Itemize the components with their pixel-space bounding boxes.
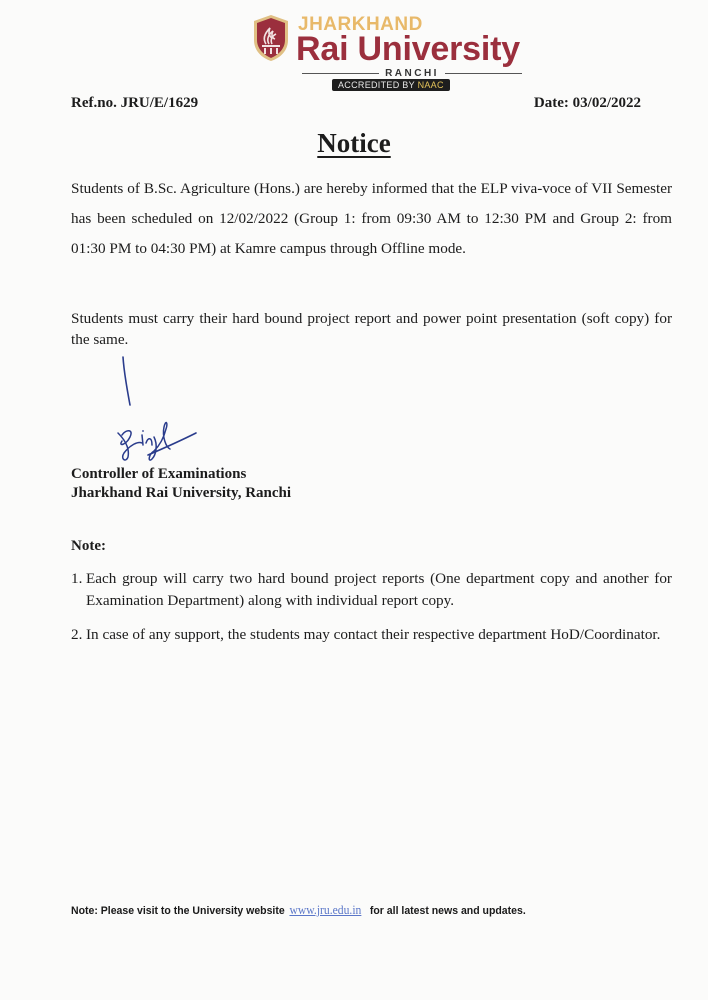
brand-city: RANCHI — [385, 67, 439, 79]
list-item — [71, 624, 672, 646]
list-item-text: Each group will carry two hard bound project reports (One department copy and another for Examination Department) along with individual report copy. — [86, 570, 672, 609]
divider — [302, 73, 379, 74]
brand-state: JHARKHAND — [298, 14, 423, 35]
accreditation-badge — [332, 79, 450, 91]
notes-heading: Note: — [71, 538, 106, 554]
notice-date: Date: 03/02/2022 — [533, 95, 641, 111]
list-item-number: 2. — [71, 626, 83, 643]
notes-list — [71, 568, 672, 658]
university-crest-icon — [252, 14, 290, 62]
brand-name: Rai University — [296, 30, 520, 68]
notice-paragraph-schedule: Students of B.Sc. Agriculture (Hons.) are hereby informed that the ELP viva-voce of VII Semester has been scheduled on 12/02/2022 (Group 1: from 09:30 AM to 12:30 PM and Group 2: from 01:30 PM to 04:30 PM) at Kamre campus through Offline mode. — [71, 180, 672, 257]
university-letterhead — [252, 12, 532, 92]
page-title: Notice — [317, 128, 391, 158]
signature-icon — [100, 355, 210, 467]
brand-city-row — [302, 67, 522, 79]
list-item-text: In case of any support, the students may contact their respective department HoD/Coordinator. — [86, 626, 661, 643]
divider — [445, 73, 522, 74]
university-website-link[interactable]: www.jru.edu.in — [289, 903, 362, 917]
footer-suffix: for all latest news and updates. — [369, 905, 526, 917]
signatory-designation: Controller of Examinations — [71, 466, 247, 482]
footer-note — [71, 903, 526, 918]
signatory-organization: Jharkhand Rai University, Ranchi — [71, 485, 292, 501]
signatory-block — [71, 465, 291, 503]
notice-paragraph-requirements: Students must carry their hard bound project report and power point presentation (soft copy) for the same. — [71, 310, 672, 348]
accreditation-body: NAAC — [417, 80, 444, 90]
reference-number: Ref.no. JRU/E/1629 — [71, 95, 199, 111]
accreditation-prefix: ACCREDITED BY — [338, 80, 418, 90]
list-item-number: 1. — [71, 570, 83, 587]
list-item — [71, 568, 672, 612]
footer-prefix: Note: Please visit to the University website — [71, 905, 285, 917]
